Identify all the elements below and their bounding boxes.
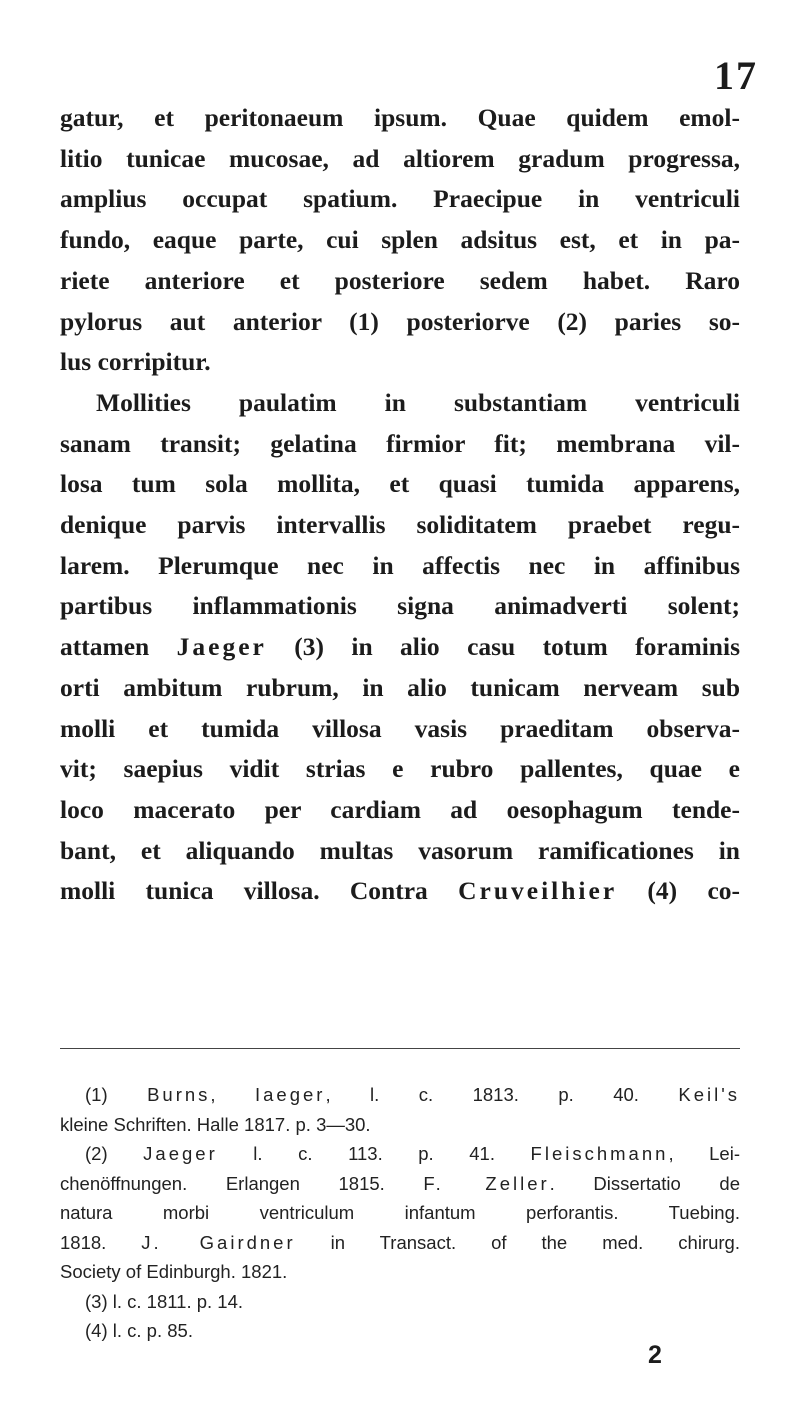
text-line: vit; saepius vidit strias e rubro pallentes, quae e xyxy=(60,754,740,784)
text-line: molli tunica villosa. Contra Cruveilhier (4) co- xyxy=(60,876,741,906)
text-line: bant, et aliquando multas vasorum ramificationes in xyxy=(60,835,740,865)
author-name: Cruveilhier xyxy=(458,876,618,906)
footnote-divider xyxy=(60,1048,740,1049)
footnote-2-cont: 1818. J. Gairdner in Transact. of the med. chirurg. xyxy=(60,1231,740,1253)
text-line: amplius occupat spatium. Praecipue in ventriculi xyxy=(60,184,740,214)
footnote-1-cont: kleine Schriften. Halle 1817. p. 3—30. xyxy=(60,1113,371,1135)
author-name: Jaeger xyxy=(176,632,267,662)
text-line: orti ambitum rubrum, in alio tunicam nerveam sub xyxy=(60,672,740,702)
text-line: partibus inflammationis signa animadverti solent; xyxy=(60,591,740,621)
text-line: losa tum sola mollita, et quasi tumida apparens, xyxy=(60,469,740,499)
text-line: gatur, et peritonaeum ipsum. Quae quidem emol- xyxy=(60,103,740,132)
footnote-3: (3) l. c. 1811. p. 14. xyxy=(85,1290,244,1312)
footnote-4: (4) l. c. p. 85. xyxy=(85,1320,193,1341)
text-line: lus corripitur. xyxy=(60,347,211,377)
text-line: molli et tumida villosa vasis praeditam observa- xyxy=(60,713,740,743)
text-line: denique parvis intervallis soliditatem praebet regu- xyxy=(60,510,740,540)
text-line: fundo, eaque parte, cui splen adsitus est, et in pa- xyxy=(60,225,740,255)
text-line: litio tunicae mucosae, ad altiorem gradum progressa, xyxy=(60,143,740,173)
page-number: 17 xyxy=(714,53,758,98)
footnote-2: (2) Jaeger l. c. 113. p. 41. Fleischmann, Lei- xyxy=(85,1143,740,1164)
footnote-1: (1) Burns, Iaeger, l. c. 1813. p. 40. Keil's xyxy=(85,1084,741,1105)
signature-mark: 2 xyxy=(648,1341,662,1369)
text-line: larem. Plerumque nec in affectis nec in affinibus xyxy=(60,550,740,580)
text-line: attamen Jaeger (3) in alio casu totum foraminis xyxy=(60,632,741,662)
text-line: pylorus aut anterior (1) posteriorve (2) paries so- xyxy=(60,306,740,336)
text-line: loco macerato per cardiam ad oesophagum tende- xyxy=(60,794,740,824)
footnotes xyxy=(60,1080,740,1346)
footnote-2-cont: natura morbi ventriculum infantum perforantis. Tuebing. xyxy=(60,1202,740,1223)
footnote-2-cont: chenöffnungen. Erlangen 1815. F. Zeller. Dissertatio de xyxy=(60,1172,740,1194)
text-line: sanam transit; gelatina firmior fit; membrana vil- xyxy=(60,428,740,458)
text-line: riete anteriore et posteriore sedem habet. Raro xyxy=(60,265,740,295)
footnote-2-cont: Society of Edinburgh. 1821. xyxy=(60,1261,288,1282)
main-text xyxy=(60,98,740,912)
text-line: Mollities paulatim in substantiam ventriculi xyxy=(96,387,740,417)
